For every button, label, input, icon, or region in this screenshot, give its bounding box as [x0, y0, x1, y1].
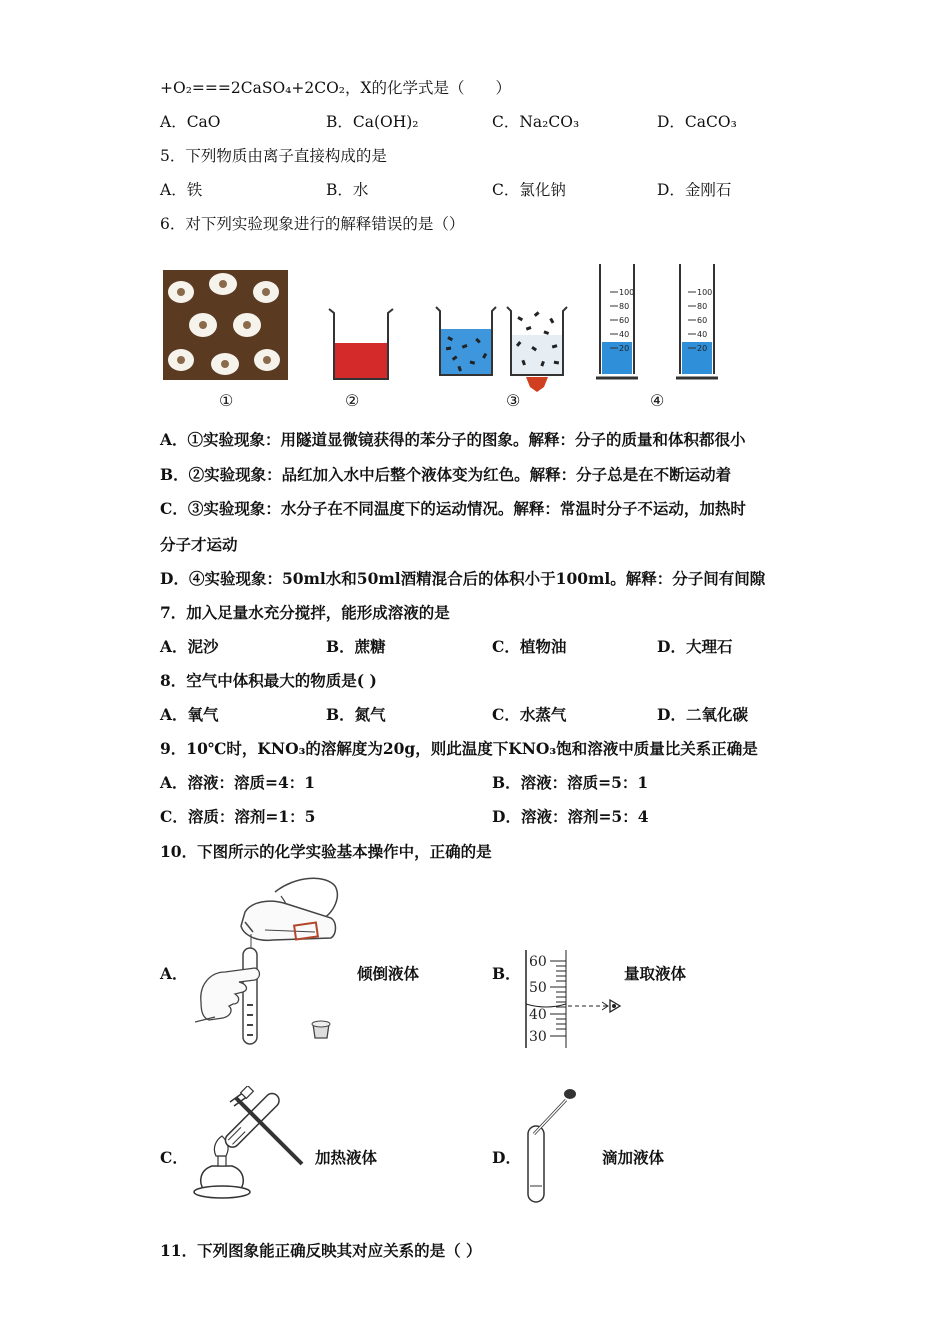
q11-stem: 11．下列图象能正确反映其对应关系的是（ ）	[160, 1241, 482, 1260]
q10-option-d-letter[interactable]: D．	[492, 1148, 521, 1167]
measuring-cylinder-reading	[522, 948, 632, 1052]
q9-option-a[interactable]: A．溶液：溶质=4：1	[160, 773, 316, 792]
q6-option-d[interactable]: D．④实验现象：50ml水和50ml酒精混合后的体积小于100ml。解释：分子间有间隙	[160, 569, 766, 588]
cyl1-tick-20: 20	[619, 344, 630, 353]
cyl1-tick-100: 100	[619, 288, 635, 297]
q6-option-c[interactable]: C．③实验现象：水分子在不同温度下的运动情况。解释：常温时分子不运动，加热时	[160, 499, 746, 518]
q8-stem: 8．空气中体积最大的物质是( )	[160, 671, 377, 690]
q4-stem: +O₂===2CaSO₄+2CO₂，X的化学式是（ ）	[160, 79, 512, 97]
q6-option-a[interactable]: A．①实验现象：用隧道显微镜获得的苯分子的图象。解释：分子的质量和体积都很小	[160, 430, 746, 449]
cylinder-tick-30: 30	[529, 1029, 547, 1045]
beakers-water-molecules	[434, 303, 574, 393]
q4-option-c[interactable]: C．Na₂CO₃	[492, 113, 580, 131]
q5-option-c[interactable]: C．氯化钠	[492, 181, 566, 199]
cyl2-tick-80: 80	[697, 302, 708, 311]
fig-label-1: ①	[219, 391, 234, 410]
beaker-red-solution	[326, 305, 396, 383]
cyl2-tick-60: 60	[697, 316, 708, 325]
q5-option-b[interactable]: B．水	[326, 181, 369, 199]
q9-option-c[interactable]: C．溶质：溶剂=1：5	[160, 807, 316, 826]
cyl2-tick-100: 100	[697, 288, 713, 297]
q8-option-d[interactable]: D．二氧化碳	[657, 705, 748, 724]
q6-option-b[interactable]: B．②实验现象：品红加入水中后整个液体变为红色。解释：分子总是在不断运动着	[160, 465, 732, 484]
q6-option-c-cont: 分子才运动	[160, 535, 238, 554]
q7-option-a[interactable]: A．泥沙	[160, 637, 219, 656]
graduated-cylinders	[594, 262, 724, 386]
q9-option-d[interactable]: D．溶液：溶剂=5：4	[492, 807, 649, 826]
cyl1-tick-80: 80	[619, 302, 630, 311]
q8-option-b[interactable]: B．氮气	[326, 705, 386, 724]
q8-option-c[interactable]: C．水蒸气	[492, 705, 567, 724]
q10-option-b-letter[interactable]: B．	[492, 964, 521, 983]
q10-option-a-letter[interactable]: A．	[160, 964, 188, 983]
cylinder-tick-60: 60	[529, 954, 547, 970]
q10-option-c-caption: 加热液体	[315, 1148, 378, 1167]
fig-label-3: ③	[506, 391, 521, 410]
cyl2-tick-20: 20	[697, 344, 708, 353]
q6-stem: 6．对下列实验现象进行的解释错误的是（）	[160, 215, 465, 233]
q8-option-a[interactable]: A．氧气	[160, 705, 219, 724]
fig-label-4: ④	[650, 391, 665, 410]
q10-option-d-caption: 滴加液体	[602, 1148, 665, 1167]
cyl2-tick-40: 40	[697, 330, 708, 339]
q5-option-a[interactable]: A．铁	[160, 181, 203, 199]
q10-option-c-letter[interactable]: C．	[160, 1148, 188, 1167]
cyl1-tick-40: 40	[619, 330, 630, 339]
dropping-liquid-illustration	[522, 1086, 582, 1206]
cyl1-tick-60: 60	[619, 316, 630, 325]
q5-option-d[interactable]: D．金刚石	[657, 181, 732, 199]
q9-stem: 9．10℃时，KNO₃的溶解度为20g，则此温度下KNO₃饱和溶液中质量比关系正确是	[160, 739, 758, 758]
q9-option-b[interactable]: B．溶液：溶质=5：1	[492, 773, 649, 792]
fig-label-2: ②	[345, 391, 360, 410]
q4-option-a[interactable]: A．CaO	[160, 113, 221, 131]
q7-option-b[interactable]: B．蔗糖	[326, 637, 386, 656]
q7-option-d[interactable]: D．大理石	[657, 637, 733, 656]
q7-stem: 7．加入足量水充分搅拌，能形成溶液的是	[160, 603, 450, 622]
cylinder-tick-40: 40	[529, 1007, 547, 1023]
q4-option-d[interactable]: D．CaCO₃	[657, 113, 737, 131]
heating-liquid-illustration	[190, 1086, 310, 1202]
pouring-liquid-illustration	[195, 872, 345, 1050]
q10-option-a-caption: 倾倒液体	[357, 964, 420, 983]
q4-option-b[interactable]: B．Ca(OH)₂	[326, 113, 419, 131]
q5-stem: 5．下列物质由离子直接构成的是	[160, 147, 387, 165]
cylinder-tick-50: 50	[529, 980, 547, 996]
q10-stem: 10．下图所示的化学实验基本操作中，正确的是	[160, 842, 492, 861]
stm-benzene-image	[163, 270, 288, 380]
q10-option-b-caption: 量取液体	[624, 964, 687, 983]
q7-option-c[interactable]: C．植物油	[492, 637, 567, 656]
